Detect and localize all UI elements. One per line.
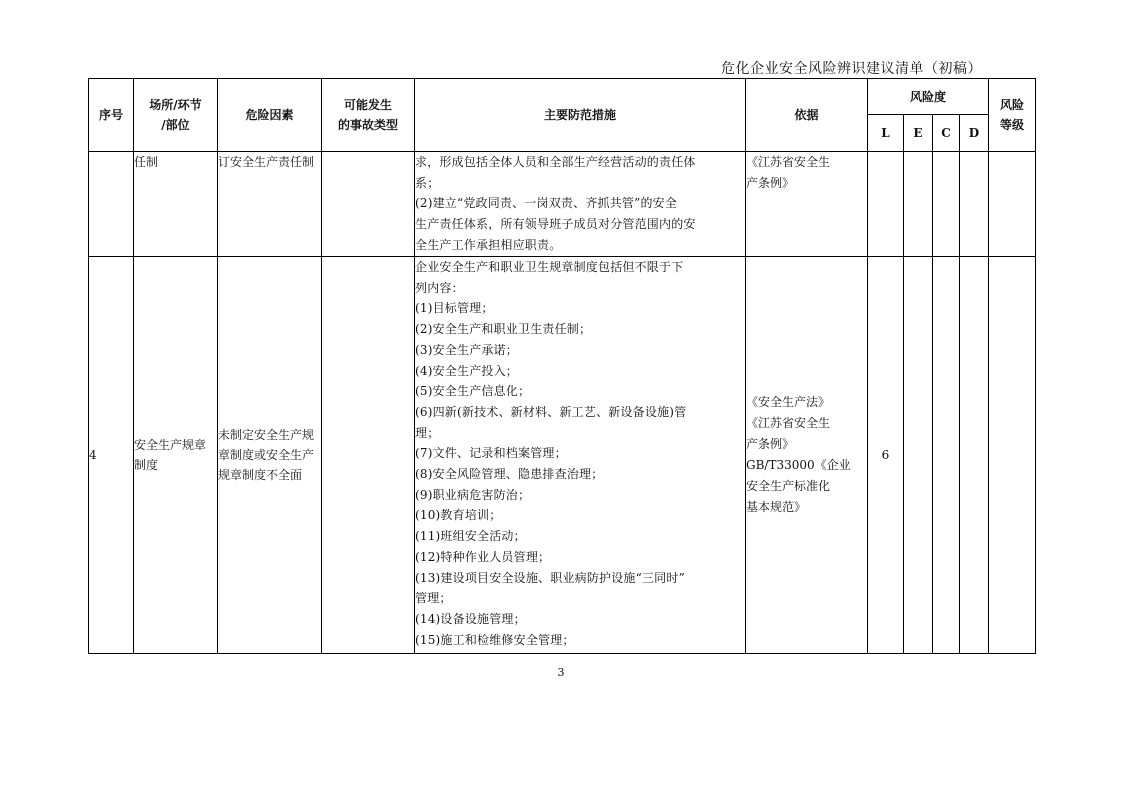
cell-accident-type xyxy=(322,257,415,654)
header-location-line-2: /部位 xyxy=(161,118,190,132)
measure-line: 理； xyxy=(415,425,440,440)
table-header-row-1 xyxy=(89,79,1036,115)
cell-L: 6 xyxy=(868,257,904,654)
measure-line: (5)安全生产信息化； xyxy=(415,384,531,399)
measure-line: 生产责任体系，所有领导班子成员对分管范围内的安 xyxy=(415,217,696,232)
measure-line: 列内容： xyxy=(415,280,464,295)
measure-line: (12)特种作业人员管理； xyxy=(415,549,551,564)
basis-line: 《安全生产法》 xyxy=(746,395,831,409)
cell-hazard: 未制定安全生产规章制度或安全生产规章制度不全面 xyxy=(218,257,322,654)
page-number: 3 xyxy=(557,666,565,679)
header-location-line-1: 场所/环节 xyxy=(149,98,202,112)
cell-C xyxy=(933,152,960,257)
cell-D xyxy=(960,257,989,654)
cell-location: 任制 xyxy=(134,152,218,257)
header-accident-line-2: 的事故类型 xyxy=(337,118,398,132)
basis-line: 《江苏省安全生 xyxy=(746,416,831,430)
header-basis: 依据 xyxy=(746,79,868,152)
cell-C xyxy=(933,257,960,654)
cell-E xyxy=(904,152,933,257)
header-risk-level-line-1: 风险 xyxy=(1000,98,1025,112)
measure-line: (13)建设项目安全设施、职业病防护设施“三同时” xyxy=(415,570,685,585)
cell-risk-level xyxy=(989,152,1036,257)
header-accident-line-1: 可能发生 xyxy=(343,98,392,112)
measure-line: (2)安全生产和职业卫生责任制； xyxy=(415,322,592,337)
header-accident-type xyxy=(322,79,415,152)
header-measures: 主要防范措施 xyxy=(415,79,746,152)
measure-line: (8)安全风险管理、隐患排查治理； xyxy=(415,467,604,482)
measure-line: (1)目标管理； xyxy=(415,301,494,316)
measure-line: 系； xyxy=(415,175,440,190)
measure-line: (3)安全生产承诺； xyxy=(415,342,518,357)
cell-hazard: 订安全生产责任制 xyxy=(218,152,322,257)
header-D: D xyxy=(960,115,989,152)
cell-basis xyxy=(746,152,868,257)
header-risk-level-line-2: 等级 xyxy=(1000,118,1025,132)
measure-line: 管理； xyxy=(415,591,452,606)
cell-accident-type xyxy=(322,152,415,257)
header-C: C xyxy=(933,115,960,152)
measure-line: (15)施工和检维修安全管理； xyxy=(415,632,575,647)
header-risk-degree: 风险度 xyxy=(868,79,989,115)
cell-L xyxy=(868,152,904,257)
basis-line: 产条例》 xyxy=(746,176,795,190)
measure-line: (11)班组安全活动； xyxy=(415,529,526,544)
header-E: E xyxy=(904,115,933,152)
cell-basis xyxy=(746,257,868,654)
cell-E xyxy=(904,257,933,654)
header-seq: 序号 xyxy=(89,79,134,152)
cell-measures xyxy=(415,257,746,654)
basis-line: 产条例》 xyxy=(746,437,795,451)
measure-line: 全生产工作承担相应职责。 xyxy=(415,237,562,252)
measure-line: (6)四新(新技术、新材料、新工艺、新设备设施)管 xyxy=(415,404,687,419)
header-risk-level xyxy=(989,79,1036,152)
measure-line: (7)文件、记录和档案管理； xyxy=(415,446,567,461)
measure-line: 企业安全生产和职业卫生规章制度包括但不限于下 xyxy=(415,260,684,274)
measure-line: (10)教育培训； xyxy=(415,508,502,523)
measure-line: 求，形成包括全体人员和全部生产经营活动的责任体 xyxy=(415,155,696,169)
header-location xyxy=(134,79,218,152)
table-row xyxy=(89,257,1036,654)
cell-location: 安全生产规章制度 xyxy=(134,257,218,654)
document-title: 危化企业安全风险辨识建议清单（初稿） xyxy=(721,61,982,77)
header-L: L xyxy=(868,115,904,152)
basis-line: GB/T33000《企业 xyxy=(746,458,851,472)
measure-line: (9)职业病危害防治； xyxy=(415,487,531,502)
risk-identification-table xyxy=(88,78,1036,654)
measure-line: (2)建立“党政同责、一岗双责、齐抓共管”的安全 xyxy=(415,196,678,211)
cell-risk-level xyxy=(989,257,1036,654)
cell-seq: 4 xyxy=(89,257,134,654)
cell-seq xyxy=(89,152,134,257)
basis-line: 《江苏省安全生 xyxy=(746,155,831,169)
cell-D xyxy=(960,152,989,257)
table-row xyxy=(89,152,1036,257)
cell-measures xyxy=(415,152,746,257)
measure-line: (4)安全生产投入； xyxy=(415,363,518,378)
measure-line: (14)设备设施管理； xyxy=(415,611,526,626)
header-hazard: 危险因素 xyxy=(218,79,322,152)
basis-line: 基本规范》 xyxy=(746,500,807,514)
basis-line: 安全生产标准化 xyxy=(746,479,831,493)
